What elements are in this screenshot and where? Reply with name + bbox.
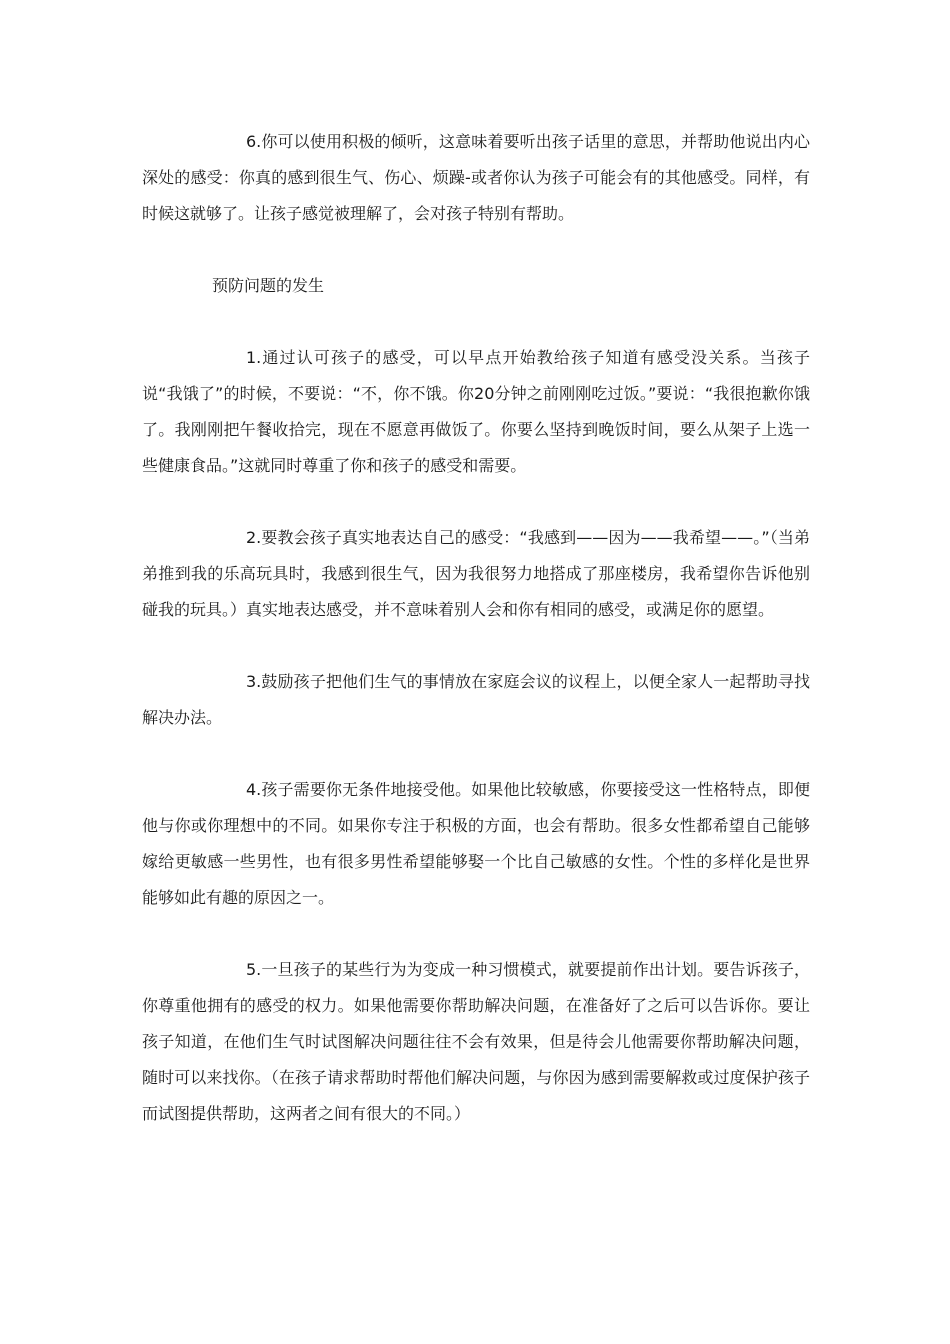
paragraph-spacer (142, 628, 810, 664)
list-item-5: 5.一旦孩子的某些行为为变成一种习惯模式，就要提前作出计划。要告诉孩子，你尊重他拥有的感受的权力。如果他需要你帮助解决问题，在准备好了之后可以告诉你。要让孩子知道，在他们生气时试图解决问题往往不会有效果，但是待会儿他需要你帮助解决问题，随时可以来找你。（在孩子请求帮助时帮他们解决问题，与你因为感到需要解救或过度保护孩子而试图提供帮助，这两者之间有很大的不同。） (142, 960, 810, 1123)
paragraph-spacer (142, 484, 810, 520)
paragraph-spacer (142, 232, 810, 268)
paragraph-spacer (142, 304, 810, 340)
paragraph-spacer (142, 916, 810, 952)
section-heading: 预防问题的发生 (212, 276, 325, 295)
list-item-4: 4.孩子需要你无条件地接受他。如果他比较敏感，你要接受这一性格特点，即便他与你或你理想中的不同。如果你专注于积极的方面，也会有帮助。很多女性都希望自己能够嫁给更敏感一些男性，也有很多男性希望能够娶一个比自己敏感的女性。个性的多样化是世界能够如此有趣的原因之一。 (142, 780, 810, 907)
document-body (142, 124, 810, 1132)
paragraph-6: 6.你可以使用积极的倾听，这意味着要听出孩子话里的意思，并帮助他说出内心深处的感受：你真的感到很生气、伤心、烦躁-或者你认为孩子可能会有的其他感受。同样，有时候这就够了。让孩子感觉被理解了，会对孩子特别有帮助。 (142, 132, 810, 223)
list-item-3: 3.鼓励孩子把他们生气的事情放在家庭会议的议程上，以便全家人一起帮助寻找解决办法。 (142, 672, 810, 727)
list-item-1: 1.通过认可孩子的感受，可以早点开始教给孩子知道有感受没关系。当孩子说“我饿了”的时候，不要说：“不，你不饿。你20分钟之前刚刚吃过饭。”要说：“我很抱歉你饿了。我刚刚把午餐收拾完，现在不愿意再做饭了。你要么坚持到晚饭时间，要么从架子上选一些健康食品。”这就同时尊重了你和孩子的感受和需要。 (142, 348, 810, 475)
paragraph-spacer (142, 736, 810, 772)
list-item-2: 2.要教会孩子真实地表达自己的感受：“我感到——因为——我希望——。”（当弟弟推到我的乐高玩具时，我感到很生气，因为我很努力地搭成了那座楼房，我希望你告诉他别碰我的玩具。）真实地表达感受，并不意味着别人会和你有相同的感受，或满足你的愿望。 (142, 528, 810, 619)
